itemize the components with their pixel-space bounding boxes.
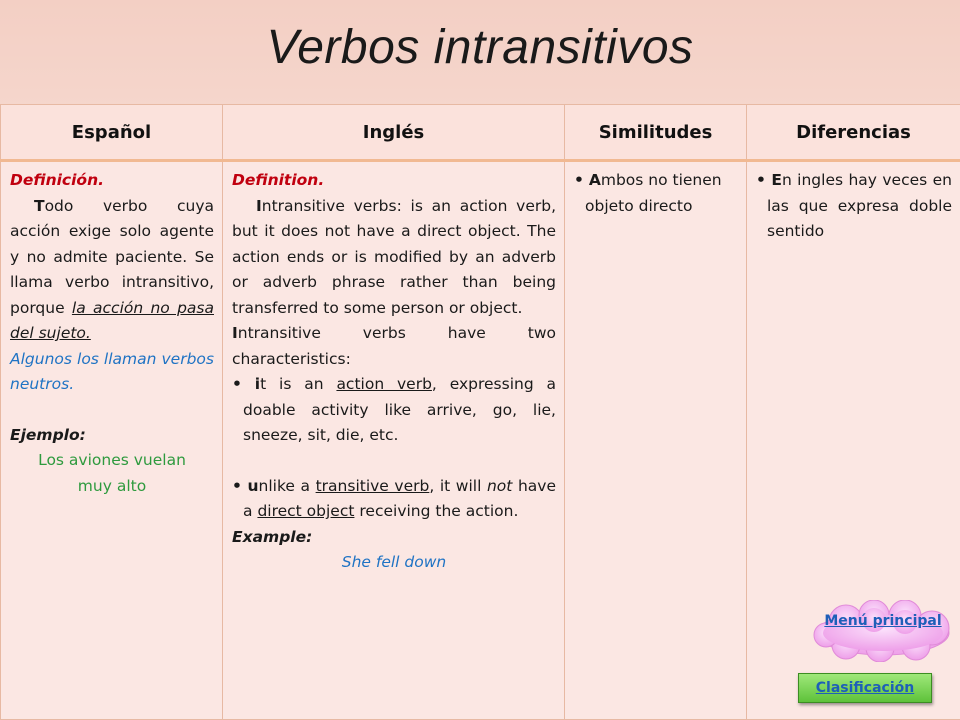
header-diferencias: Diferencias (747, 105, 960, 161)
ingles-characteristics (232, 321, 556, 372)
espanol-heading: Definición. (10, 171, 104, 189)
cell-ingles (223, 161, 565, 720)
dropcap: A (588, 171, 601, 189)
underlined-term: transitive verb (315, 476, 430, 495)
text: t is an (260, 375, 337, 393)
text: n ingles hay veces en las que expresa doble sentido (767, 171, 952, 240)
page-title: Verbos intransitivos (266, 21, 694, 74)
cloud-icon[interactable] (808, 600, 958, 662)
ingles-example: She fell down (341, 553, 447, 571)
espanol-definition-text: odo verbo cuya acción exige solo agente y no admite paciente. Se llama verbo intransitivo, porque (10, 196, 214, 317)
ingles-characteristics-text: ntransitive verbs have two characteristics: (232, 324, 556, 368)
clasificacion-button[interactable]: Clasificación (798, 673, 932, 703)
header-row (1, 105, 960, 161)
espanol-note: Algunos los llaman verbos neutros. (10, 349, 214, 393)
dropcap: T (34, 196, 45, 215)
diferencias-bullet-1 (756, 168, 952, 245)
dropcap: E (771, 171, 782, 189)
bullet-icon: • (232, 375, 242, 393)
text: , expressing a doable activity like arrive, go, lie, sneeze, sit, die, etc. (243, 375, 557, 444)
ingles-bullet-2 (232, 474, 556, 525)
espanol-example: Los aviones vuelan muy alto (38, 451, 186, 495)
ingles-bullet-1 (232, 372, 556, 449)
ingles-heading: Definition. (232, 171, 325, 189)
dropcap: I (256, 196, 262, 215)
dropcap: i (254, 375, 261, 393)
espanol-example-label: Ejemplo: (10, 425, 86, 444)
bullet-icon: • (574, 171, 584, 189)
cell-similitudes (565, 161, 747, 720)
underlined-term: action verb (336, 375, 432, 393)
ingles-example-label: Example: (232, 527, 313, 546)
header-similitudes: Similitudes (565, 105, 747, 161)
dropcap: I (232, 324, 238, 342)
text: receiving the action. (354, 502, 519, 520)
similitudes-bullet-1 (574, 168, 738, 219)
emphasis: not (486, 476, 513, 495)
header-espanol: Español (1, 105, 223, 161)
cell-espanol (1, 161, 223, 720)
text: mbos no tienen objeto directo (585, 171, 722, 215)
espanol-definition-underlined: la acción no pasa del sujeto. (10, 298, 214, 342)
header-ingles: Inglés (223, 105, 565, 161)
menu-principal-button[interactable]: Menú principal (824, 613, 942, 629)
underlined-term: direct object (257, 502, 355, 520)
ingles-definition (232, 194, 556, 322)
bullet-icon: • (232, 476, 242, 495)
text: nlike a (258, 476, 316, 495)
espanol-definition (10, 194, 214, 347)
bullet-icon: • (756, 171, 766, 189)
dropcap: u (247, 476, 259, 495)
text: have a (243, 476, 556, 520)
ingles-definition-text: ntransitive verbs: is an action verb, but it does not have a direct object. The action ends or is modified by an adverb or adverb phrase rather than being transferred to some person or object. (232, 196, 556, 317)
text: , it will (429, 476, 487, 495)
